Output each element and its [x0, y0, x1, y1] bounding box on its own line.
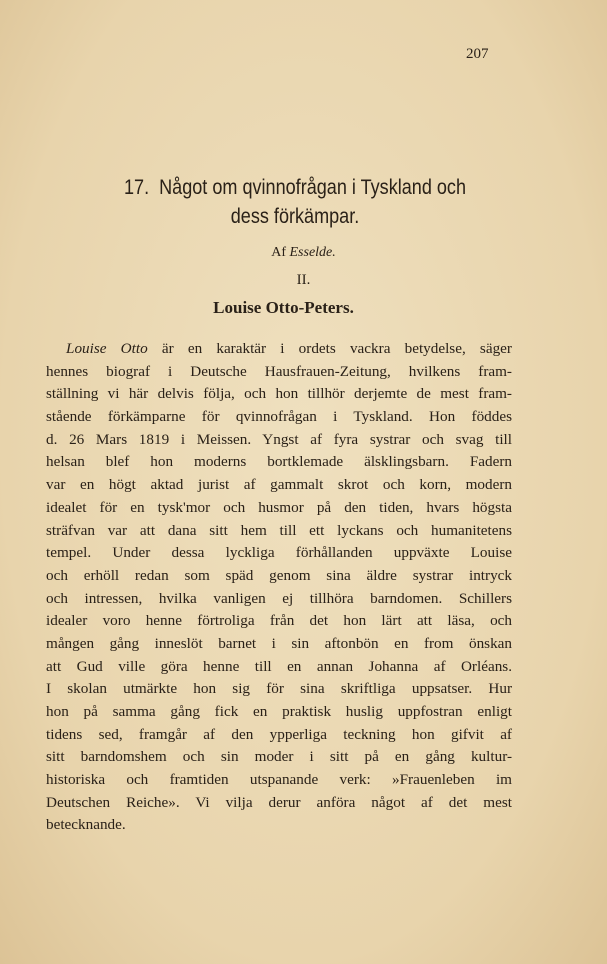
byline [0, 245, 607, 261]
chapter-title [110, 173, 480, 231]
text-line: att Gud ville göra henne till en annan Johanna af Orléans. [46, 657, 512, 675]
text-line: d. 26 Mars 1819 i Meissen. Yngst af fyra systrar och svag till [46, 430, 512, 448]
text-line: Deutschen Reiche». Vi vilja derur anföra något af det mest [46, 793, 512, 811]
text-line: idealet för en tysk'mor och husmor på den tiden, hvars högsta [46, 498, 512, 516]
text-line: ställning vi här delvis följa, och hon tillhör derjemte de mest fram- [46, 385, 512, 403]
text-line: var en högt aktad jurist af gammalt skrot och korn, modern [46, 476, 512, 494]
text-line: tempel. Under dessa lyckliga förhållanden uppväxte Louise [46, 544, 512, 562]
section-title: Louise Otto-Peters. [213, 298, 354, 317]
text-line: hon på samma gång fick en praktisk huslig uppfostran enligt [46, 703, 512, 720]
text-line: betecknande. [46, 816, 126, 834]
text-line-rest: är en karaktär i ordets vackra betydelse, säger [147, 340, 512, 357]
text-line: och erhöll redan som späd genom sina äldre systrar intryck [46, 566, 512, 584]
text-line: idealer voro henne förtroliga från det hon lärt att läsa, och [46, 612, 512, 630]
subject-name: Louise Otto [66, 340, 148, 357]
body-paragraph [46, 338, 512, 837]
text-line: hennes biograf i Deutsche Hausfrauen-Zeitung, hvilkens fram- [46, 362, 512, 380]
text-line: och intressen, hvilka vanligen ej tillhöra barndomen. Schillers [46, 589, 512, 607]
text-line: stående förkämparne för qvinnofrågan i Tyskland. Hon föddes [46, 408, 512, 426]
byline-prefix: Af [271, 245, 290, 260]
text-line [46, 338, 512, 361]
page-number: 207 [466, 46, 489, 62]
chapter-title-line-1: 17. Något om qvinnofrågan i Tyskland och [123, 176, 467, 199]
text-line: sträfvan var att dana sitt hem till ett lyckans och humanitetens [46, 521, 512, 539]
text-line: helsan blef hon moderns bortklemade älsklingsbarn. Fadern [46, 453, 512, 471]
part-number: II. [296, 272, 311, 288]
text-line: sitt barndomshem och sin moder i sitt på en gång kultur- [46, 748, 512, 766]
text-line: mången gång inneslöt barnet i sin aftonbön en from önskan [46, 634, 512, 652]
text-line: historiska och framtiden utspanande verk: »Frauenleben im [46, 771, 512, 789]
text-line: I skolan utmärkte hon sig för sina skriftliga uppsatser. Hur [46, 680, 512, 698]
byline-author: Esselde. [289, 245, 336, 260]
chapter-title-line-2: dess förkämpar. [230, 205, 360, 228]
text-line: tidens sed, framgår af den ypperliga teckning hon gifvit af [46, 725, 512, 743]
